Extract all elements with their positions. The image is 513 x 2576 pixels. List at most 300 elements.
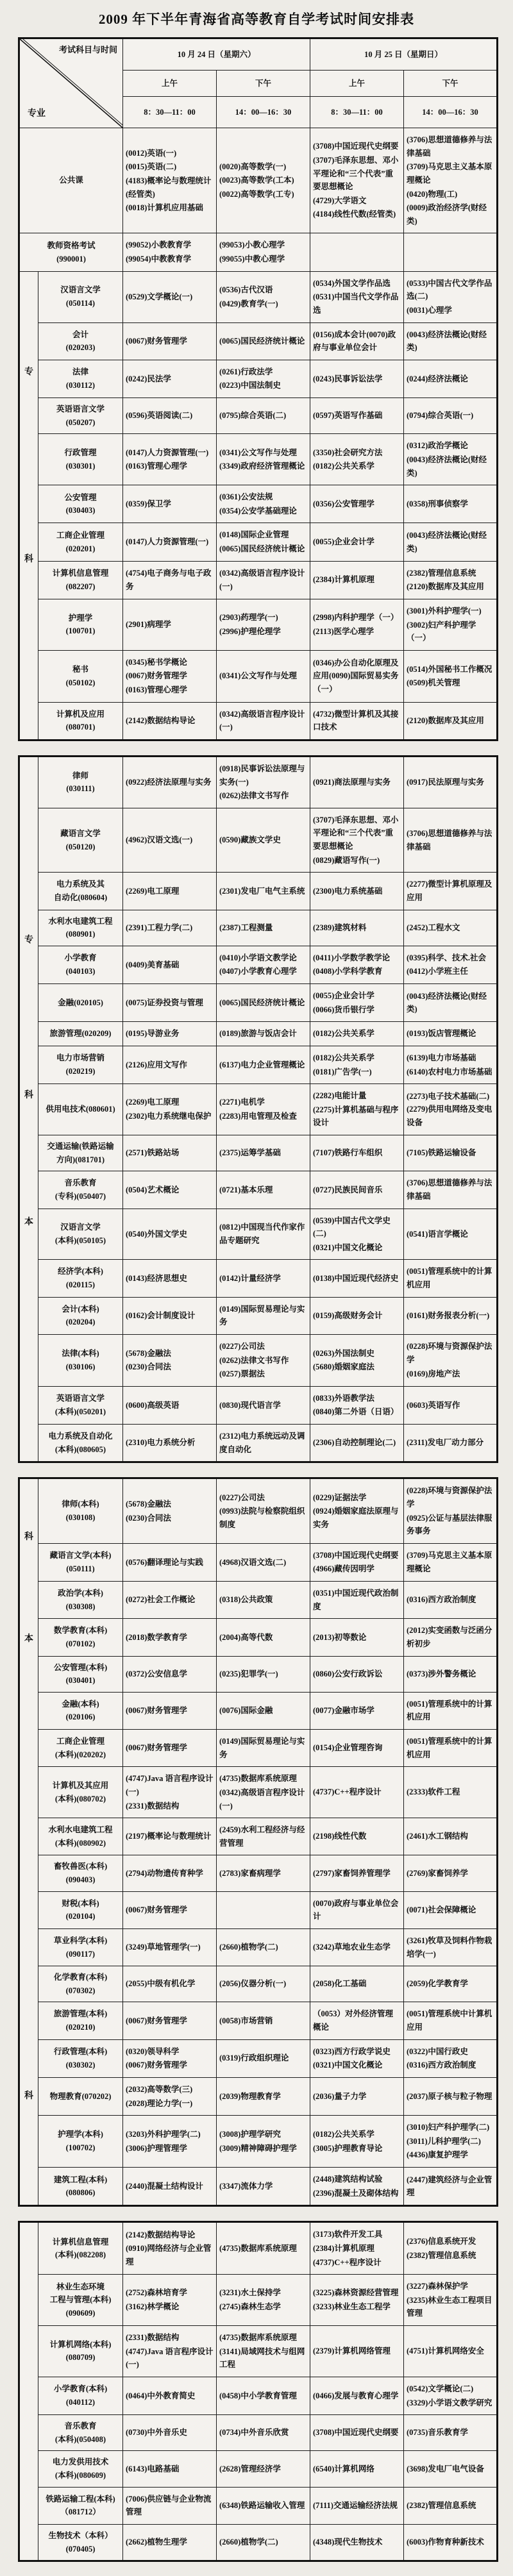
subject-cell-session-2 bbox=[217, 561, 310, 599]
major-name-line: (本科)(080702) bbox=[55, 1794, 106, 1803]
course-entry: (3010)妇产科护理学(二) bbox=[407, 2123, 490, 2132]
course-entry: (3706)思想道德修养与法律基础 bbox=[407, 828, 492, 851]
major-cell bbox=[38, 1818, 123, 1855]
table-row bbox=[19, 1928, 498, 1966]
course-entry: (5678)金融法 bbox=[126, 1348, 171, 1358]
subject-cell-session-2 bbox=[217, 984, 310, 1022]
table-row bbox=[19, 1582, 498, 1619]
major-cell bbox=[38, 1334, 123, 1386]
course-entry: (0833)外语教学法 bbox=[313, 1393, 374, 1403]
course-entry: (2273)电子技术基础(二)(2279)供用电网络及变电设备 bbox=[407, 1091, 492, 1127]
subject-cell-session-1 bbox=[123, 1543, 217, 1581]
table-row bbox=[19, 599, 498, 650]
table-row bbox=[19, 561, 498, 599]
course-entry: (2301)发电厂电气主系统 bbox=[219, 886, 305, 896]
subject-cell-session-4 bbox=[404, 233, 498, 271]
course-entry: (0361)公安法规 bbox=[219, 492, 273, 502]
table-row bbox=[19, 1297, 498, 1334]
course-entry: (0149)国际贸易理论与实务 bbox=[219, 1304, 305, 1327]
major-name-line: 化学教育(本科) bbox=[53, 1973, 108, 1982]
subject-cell-session-2 bbox=[217, 1692, 310, 1729]
major-cell bbox=[38, 2487, 123, 2524]
table-row bbox=[19, 1543, 498, 1581]
major-cell bbox=[19, 233, 123, 271]
subject-cell-session-2 bbox=[217, 1855, 310, 1891]
subject-cell-session-4 bbox=[404, 2275, 498, 2326]
course-entry: (3231)水土保持学 bbox=[219, 2288, 281, 2298]
course-entry: (6139)电力市场基础 bbox=[407, 1053, 476, 1062]
subject-cell-session-3 bbox=[310, 1928, 404, 1966]
subject-cell-session-1 bbox=[123, 984, 217, 1022]
section-label-本: 本 bbox=[24, 1217, 33, 1227]
course-entry: (2797)家畜饲养管理学 bbox=[313, 1868, 391, 1878]
major-cell bbox=[19, 128, 123, 233]
subject-cell-session-3 bbox=[310, 2451, 404, 2487]
subject-cell-session-2 bbox=[217, 1135, 310, 1171]
course-entry: (0840)第二外语（日语） bbox=[313, 1407, 399, 1417]
major-name-line: 自动化(080604) bbox=[53, 892, 108, 902]
major-name-line: 电力市场营销 bbox=[56, 1053, 105, 1063]
subject-cell-session-3 bbox=[310, 1478, 404, 1544]
subject-cell-session-2 bbox=[217, 1084, 310, 1135]
course-entry: (0509)机关管理 bbox=[407, 678, 460, 688]
subject-cell-session-3 bbox=[310, 808, 404, 873]
major-name-line: (082207) bbox=[65, 581, 96, 591]
course-entry: (3706)思想道德修养与法律基础 bbox=[407, 135, 492, 158]
subject-cell-session-1 bbox=[123, 128, 217, 233]
major-name-line: 旅游管理(本科) bbox=[53, 2009, 108, 2019]
subject-cell-session-3 bbox=[310, 1730, 404, 1767]
subject-cell-session-3 bbox=[310, 434, 404, 485]
course-entry: (2382)管理信息系统 bbox=[407, 2250, 476, 2260]
major-cell bbox=[38, 1928, 123, 1966]
course-entry: (4184)线性代数(经管类) bbox=[313, 210, 396, 219]
major-name-line: (100701) bbox=[65, 626, 96, 636]
course-entry: (3011)儿科护理学(二) bbox=[407, 2136, 481, 2146]
subject-cell-session-1 bbox=[123, 1478, 217, 1544]
course-entry: (0227)公司法 bbox=[219, 1493, 265, 1502]
subject-cell-session-1 bbox=[123, 485, 217, 523]
section-label-科: 科 bbox=[24, 555, 33, 565]
subject-cell-session-3 bbox=[310, 2524, 404, 2561]
course-entry: (0319)行政组织理论 bbox=[219, 2053, 289, 2063]
subject-cell-session-1 bbox=[123, 1767, 217, 1818]
course-entry: (3707)毛泽东思想、邓小平理论和“三个代表”重要思想概论 bbox=[313, 155, 399, 192]
major-name-line: (本科)(050105) bbox=[55, 1235, 106, 1245]
course-entry: (0993)法院与检察院组织制度 bbox=[219, 1507, 305, 1529]
subject-cell-session-1 bbox=[123, 2326, 217, 2377]
course-entry: (3249)草地管理学(一) bbox=[126, 1943, 201, 1952]
course-entry: (6143)电路基础 bbox=[126, 2464, 180, 2473]
course-entry: (3009)精神障碍护理学 bbox=[219, 2143, 297, 2153]
subject-cell-session-3 bbox=[310, 1334, 404, 1386]
major-name-line: 计算机及应用 bbox=[56, 709, 105, 719]
subject-cell-session-2 bbox=[217, 2039, 310, 2077]
major-name-line: 行政管理(本科) bbox=[53, 2047, 108, 2057]
subject-cell-session-4 bbox=[404, 1386, 498, 1424]
subject-cell-session-3 bbox=[310, 2275, 404, 2326]
subject-cell-session-1 bbox=[123, 1730, 217, 1767]
subject-cell-session-4 bbox=[404, 1297, 498, 1334]
course-entry: (2333)软件工程 bbox=[407, 1787, 460, 1797]
table-row bbox=[19, 322, 498, 360]
course-entry: (0067)财务管理学 bbox=[126, 1905, 187, 1914]
course-entry: (0531)中国当代文学作品选 bbox=[313, 292, 399, 315]
course-entry: (0420)物理(工) bbox=[407, 189, 458, 199]
table-row bbox=[19, 1818, 498, 1855]
subject-cell-session-4 bbox=[404, 1656, 498, 1692]
course-entry: (0077)金融市场学 bbox=[313, 1706, 374, 1716]
subject-cell-session-2 bbox=[217, 1046, 310, 1083]
course-entry: (99055)中教心理学 bbox=[219, 255, 285, 263]
course-entry: (3329)小学语文教学研究 bbox=[407, 2398, 492, 2407]
major-cell bbox=[38, 1425, 123, 1462]
major-name-line: 教师资格考试 bbox=[47, 240, 96, 250]
subject-cell-session-1 bbox=[123, 1818, 217, 1855]
major-name-line: (050114) bbox=[65, 299, 96, 308]
corner-label-subjects-time: 考试科目与时间 bbox=[58, 45, 117, 54]
subject-cell-session-4 bbox=[404, 1334, 498, 1386]
subject-cell-session-4 bbox=[404, 2326, 498, 2377]
course-entry: (0143)经济思想史 bbox=[126, 1273, 187, 1283]
subject-cell-session-2 bbox=[217, 1891, 310, 1928]
major-cell bbox=[38, 873, 123, 910]
major-cell bbox=[38, 434, 123, 485]
table-row bbox=[19, 2326, 498, 2377]
course-entry: (3708)中国近现代史纲要 bbox=[313, 2428, 399, 2438]
subject-cell-session-1 bbox=[123, 523, 217, 561]
major-name-line: 林业生态环境 bbox=[56, 2282, 105, 2291]
subject-cell-session-2 bbox=[217, 1478, 310, 1544]
subject-cell-session-3 bbox=[310, 1135, 404, 1171]
course-entry: (0533)中国古代文学作品选(二) bbox=[407, 278, 492, 301]
course-entry: (2660)植物学(二) bbox=[219, 2538, 278, 2547]
major-name-line: 音乐教育 bbox=[64, 2421, 97, 2431]
course-entry: (0830)现代语言学 bbox=[219, 1400, 281, 1410]
time-header-1: 8：30—11：00 bbox=[123, 97, 217, 128]
course-entry: (0466)发展与教育心理学 bbox=[313, 2391, 399, 2400]
session-header-4: 下午 bbox=[404, 71, 498, 97]
course-entry: (0148)国际企业管理 bbox=[219, 530, 289, 540]
course-entry: (0051)管理系统中的计算机应用 bbox=[407, 1699, 492, 1722]
major-name-line: (020106) bbox=[65, 1712, 96, 1722]
course-entry: (2126)应用文写作 bbox=[126, 1060, 187, 1069]
course-entry: (0316)西方政治制度 bbox=[407, 2061, 476, 2070]
course-entry: (0341)公文写作与处理 bbox=[219, 671, 297, 681]
subject-cell-session-3 bbox=[310, 1046, 404, 1083]
subject-cell-session-1 bbox=[123, 1692, 217, 1729]
course-entry: (0182)公共关系学 bbox=[313, 1053, 374, 1062]
major-name-line: 数学教育(本科) bbox=[53, 1626, 108, 1635]
course-entry: (4735)数据库系统原理 bbox=[219, 2333, 297, 2342]
schedule-block-3 bbox=[18, 1477, 513, 2207]
subject-cell-session-3 bbox=[310, 2168, 404, 2206]
major-cell bbox=[38, 2168, 123, 2206]
course-entry: (3261)牧草及饲料作物栽培学(一) bbox=[407, 1936, 492, 1959]
major-name-line: 法律 bbox=[72, 367, 88, 377]
major-name-line: 律师 bbox=[72, 771, 88, 780]
course-entry: (7111)交通运输经济法规 bbox=[313, 2500, 398, 2510]
major-name-line: 会计 bbox=[72, 330, 88, 339]
subject-cell-session-4 bbox=[404, 1478, 498, 1544]
table-row bbox=[19, 271, 498, 322]
course-entry: (0071)社会保障概论 bbox=[407, 1905, 476, 1914]
major-cell bbox=[38, 322, 123, 360]
table-row bbox=[19, 1260, 498, 1297]
course-entry: (0067)财务管理学 bbox=[126, 2061, 187, 2070]
course-entry: (2903)药理学(一) bbox=[219, 613, 278, 623]
subject-cell-session-4 bbox=[404, 2415, 498, 2451]
subject-cell-session-4 bbox=[404, 2116, 498, 2168]
table-row bbox=[19, 2222, 498, 2275]
course-entry: (0228)环境与资源保护法学 bbox=[407, 1486, 492, 1509]
table-row bbox=[19, 2487, 498, 2524]
course-entry: (0918)民事诉讼法原理与实务(一) bbox=[219, 764, 305, 787]
course-entry: (0924)婚姻家庭法原理与实务 bbox=[313, 1507, 399, 1529]
subject-cell-session-4 bbox=[404, 360, 498, 397]
course-entry: (7107)铁路行车组织 bbox=[313, 1148, 383, 1158]
subject-cell-session-2 bbox=[217, 1767, 310, 1818]
major-name-line: (本科)(050201) bbox=[55, 1407, 106, 1416]
major-name-line: 生物技术（本科） bbox=[48, 2530, 113, 2540]
subject-cell-session-1 bbox=[123, 2451, 217, 2487]
major-name-line: 电力系统及自动化 bbox=[48, 1432, 113, 1441]
major-cell bbox=[38, 599, 123, 650]
course-entry: (2783)家畜病理学 bbox=[219, 1868, 281, 1878]
course-entry: (4751)计算机网络安全 bbox=[407, 2346, 484, 2356]
subject-cell-session-3 bbox=[310, 599, 404, 650]
major-name-line: 公安管理(本科) bbox=[53, 1662, 108, 1672]
subject-cell-session-1 bbox=[123, 233, 217, 271]
date-header-2: 10 月 25 日（星期日） bbox=[310, 38, 498, 71]
course-entry: (3235)林业生态工程项目管理 bbox=[407, 2295, 492, 2318]
course-entry: (0263)外国法制史 bbox=[313, 1348, 374, 1358]
subject-cell-session-3 bbox=[310, 1692, 404, 1729]
subject-cell-session-4 bbox=[404, 322, 498, 360]
subject-cell-session-4 bbox=[404, 2168, 498, 2206]
course-entry: (2375)运筹学基础 bbox=[219, 1148, 281, 1158]
course-entry: (0257)票据法 bbox=[219, 1369, 265, 1379]
subject-cell-session-3 bbox=[310, 2326, 404, 2377]
section-side-strip bbox=[19, 756, 38, 1462]
major-cell bbox=[38, 2524, 123, 2561]
course-entry: (0395)科学、技术.社会 bbox=[407, 953, 486, 962]
course-entry: (4732)微型计算机及其接口技术 bbox=[313, 709, 399, 732]
course-entry: (2282)电能计量 bbox=[313, 1091, 367, 1101]
schedule-tables-container bbox=[0, 37, 513, 2562]
subject-cell-session-2 bbox=[217, 1619, 310, 1656]
major-name-line: (030106) bbox=[65, 1362, 96, 1371]
subject-cell-session-3 bbox=[310, 1855, 404, 1891]
major-name-line: (030111) bbox=[66, 784, 95, 794]
subject-cell-session-2 bbox=[217, 808, 310, 873]
course-entry: (2382)管理信息系统 bbox=[407, 2500, 476, 2510]
subject-cell-session-2 bbox=[217, 2415, 310, 2451]
subject-cell-session-4 bbox=[404, 1891, 498, 1928]
course-entry: (0149)国际贸易理论与实务 bbox=[219, 1737, 305, 1759]
table-row bbox=[19, 946, 498, 983]
course-entry: (2300)电力系统基础 bbox=[313, 886, 383, 896]
subject-cell-session-3 bbox=[310, 873, 404, 910]
subject-cell-session-3 bbox=[310, 360, 404, 397]
course-entry: (0429)教育学(一) bbox=[219, 299, 278, 308]
course-entry: (0407)小学教育心理学 bbox=[219, 967, 297, 976]
subject-cell-session-4 bbox=[404, 1543, 498, 1581]
subject-cell-session-2 bbox=[217, 702, 310, 740]
subject-cell-session-3 bbox=[310, 485, 404, 523]
course-entry: (0227)公司法 bbox=[219, 1341, 265, 1351]
course-entry: (0342)高级语言程序设计(一) bbox=[219, 569, 305, 591]
subject-cell-session-3 bbox=[310, 2077, 404, 2115]
course-entry: (2277)微型计算机原理及应用 bbox=[407, 880, 492, 902]
subject-cell-session-3 bbox=[310, 1656, 404, 1692]
course-entry: (2039)物理教育学 bbox=[219, 2091, 281, 2101]
major-cell bbox=[38, 1209, 123, 1260]
subject-cell-session-1 bbox=[123, 910, 217, 946]
major-name-line: 律师(本科) bbox=[62, 1500, 99, 1509]
subject-cell-session-1 bbox=[123, 1260, 217, 1297]
subject-cell-session-4 bbox=[404, 1135, 498, 1171]
course-entry: (3709)马克思主义基本原理概论 bbox=[407, 162, 492, 185]
course-entry: (4737)C++程序设计 bbox=[313, 1787, 382, 1797]
major-name-line: 物理教育(070202) bbox=[49, 2091, 112, 2101]
course-entry: (3001)外科护理学(一) bbox=[407, 606, 482, 615]
subject-cell-session-1 bbox=[123, 1966, 217, 2002]
major-name-line: 经济学(本科) bbox=[58, 1267, 103, 1276]
course-entry: (0228)环境与资源保护法学 bbox=[407, 1342, 492, 1364]
major-cell bbox=[38, 1171, 123, 1209]
course-entry: (2012)实变函数与泛函分析初步 bbox=[407, 1626, 492, 1648]
subject-cell-session-4 bbox=[404, 128, 498, 233]
course-entry: (0373)涉外警务概论 bbox=[407, 1669, 476, 1678]
subject-cell-session-1 bbox=[123, 2415, 217, 2451]
table-row bbox=[19, 233, 498, 271]
table-row bbox=[19, 1619, 498, 1656]
major-cell bbox=[38, 808, 123, 873]
course-entry: （0053）对外经济管理概论 bbox=[313, 2009, 394, 2032]
subject-cell-session-2 bbox=[217, 2377, 310, 2414]
course-entry: (2283)用电管理及检查 bbox=[219, 1112, 297, 1121]
major-name-line: 铁路运输工程(本科) bbox=[46, 2494, 115, 2504]
course-entry: (0320)领导科学 bbox=[126, 2046, 180, 2056]
course-entry: (0067)财务管理学 bbox=[126, 2016, 187, 2025]
table-row bbox=[19, 398, 498, 434]
course-entry: (6348)铁路运输收入管理 bbox=[219, 2500, 305, 2510]
course-entry: (0043)经济法概论(财经类) bbox=[407, 991, 487, 1014]
course-entry: (0342)高级语言程序设计(一) bbox=[219, 709, 305, 732]
subject-cell-session-2 bbox=[217, 1543, 310, 1581]
course-entry: (0262)法律文书写作 bbox=[219, 791, 289, 801]
subject-cell-session-1 bbox=[123, 1297, 217, 1334]
course-entry: (0055)企业会计学 bbox=[313, 991, 374, 1000]
course-entry: (2059)化学教育学 bbox=[407, 1979, 468, 1989]
course-entry: (2120)数据库及其应用 bbox=[407, 715, 484, 725]
major-name-line: 计算机信息管理 bbox=[52, 569, 109, 578]
major-name-line: 音乐教育 bbox=[64, 1178, 97, 1188]
course-entry: (3225)森林资源经营管理 bbox=[313, 2288, 399, 2298]
major-cell bbox=[38, 1891, 123, 1928]
subject-cell-session-3 bbox=[310, 1582, 404, 1619]
subject-cell-session-1 bbox=[123, 873, 217, 910]
major-name-line: (030112) bbox=[65, 380, 96, 390]
major-cell bbox=[38, 910, 123, 946]
major-name-line: (020210) bbox=[65, 2023, 96, 2032]
course-entry: (2447)建筑经济与企业管理 bbox=[407, 2175, 492, 2198]
course-entry: (6137)电力企业管理概论 bbox=[219, 1060, 305, 1069]
major-name-line: 工商企业管理 bbox=[56, 530, 105, 540]
major-name-line: (070405) bbox=[65, 2544, 96, 2554]
subject-cell-session-2 bbox=[217, 1022, 310, 1046]
subject-cell-session-4 bbox=[404, 1730, 498, 1767]
course-entry: (0356)公安管理学 bbox=[313, 499, 374, 508]
subject-cell-session-1 bbox=[123, 2487, 217, 2524]
course-entry: (2311)发电厂动力部分 bbox=[407, 1438, 484, 1448]
major-name-line: 行政管理 bbox=[64, 448, 97, 458]
major-cell bbox=[38, 1084, 123, 1135]
subject-cell-session-4 bbox=[404, 1084, 498, 1135]
subject-cell-session-4 bbox=[404, 2077, 498, 2115]
subject-cell-session-2 bbox=[217, 2077, 310, 2115]
subject-cell-session-1 bbox=[123, 946, 217, 983]
subject-cell-session-4 bbox=[404, 1260, 498, 1297]
course-entry: (2396)混凝土及砌体结构 bbox=[313, 2188, 399, 2198]
subject-cell-session-4 bbox=[404, 756, 498, 808]
table-row bbox=[19, 1656, 498, 1692]
major-cell bbox=[38, 1543, 123, 1581]
course-entry: (3707)毛泽东思想、邓小平理论和“三个代表”重要思想概论 bbox=[313, 815, 399, 851]
major-name-line: (本科)(082208) bbox=[55, 2250, 106, 2260]
major-name-line: 护理学(本科) bbox=[58, 2130, 103, 2139]
subject-cell-session-2 bbox=[217, 1171, 310, 1209]
course-entry: (3709)马克思主义基本原理概论 bbox=[407, 1551, 492, 1573]
major-name-line: 护理学 bbox=[68, 613, 93, 623]
course-entry: (0925)公证与基层法律服务事务 bbox=[407, 1513, 492, 1536]
major-name-line: (990001) bbox=[56, 254, 86, 263]
course-entry: (3005)护理教育导论 bbox=[313, 2143, 383, 2153]
major-name-line: 工程与管理(本科) bbox=[49, 2295, 112, 2305]
major-name-line: (030302) bbox=[65, 2060, 96, 2070]
table-row bbox=[19, 1966, 498, 2002]
course-entry: (0193)饭店管理概论 bbox=[407, 1029, 476, 1039]
course-entry: (2142)数据结构导论 bbox=[126, 715, 196, 725]
course-entry: (2998)内科护理学（一） bbox=[313, 613, 399, 623]
section-side-strip bbox=[19, 1478, 38, 2206]
schedule-block-1 bbox=[18, 37, 513, 741]
subject-cell-session-1 bbox=[123, 808, 217, 873]
course-entry: (2331)数据结构 bbox=[126, 2333, 180, 2342]
course-entry: (3227)森林保护学 bbox=[407, 2282, 468, 2291]
subject-cell-session-1 bbox=[123, 2077, 217, 2115]
course-entry: (2379)计算机网络管理 bbox=[313, 2346, 391, 2356]
table-row bbox=[19, 2168, 498, 2206]
course-entry: (3002)妇产科护理学（一） bbox=[407, 620, 476, 643]
subject-cell-session-2 bbox=[217, 1928, 310, 1966]
course-entry: (0730)中外音乐史 bbox=[126, 2428, 187, 2438]
course-entry: (0043)经济法概论(财经类) bbox=[407, 530, 487, 553]
subject-cell-session-1 bbox=[123, 1891, 217, 1928]
course-entry: (0534)外国文学作品选 bbox=[313, 278, 391, 288]
subject-cell-session-3 bbox=[310, 2002, 404, 2039]
subject-cell-session-2 bbox=[217, 2002, 310, 2039]
subject-cell-session-3 bbox=[310, 650, 404, 702]
major-cell bbox=[38, 523, 123, 561]
corner-cell bbox=[19, 38, 123, 128]
major-cell bbox=[38, 2222, 123, 2275]
course-entry: (2058)化工基础 bbox=[313, 1979, 367, 1989]
course-entry: (2996)护理伦理学 bbox=[219, 626, 281, 636]
course-entry: (99053)小教心理学 bbox=[219, 240, 285, 250]
course-entry: (7105)铁路运输设备 bbox=[407, 1148, 476, 1158]
